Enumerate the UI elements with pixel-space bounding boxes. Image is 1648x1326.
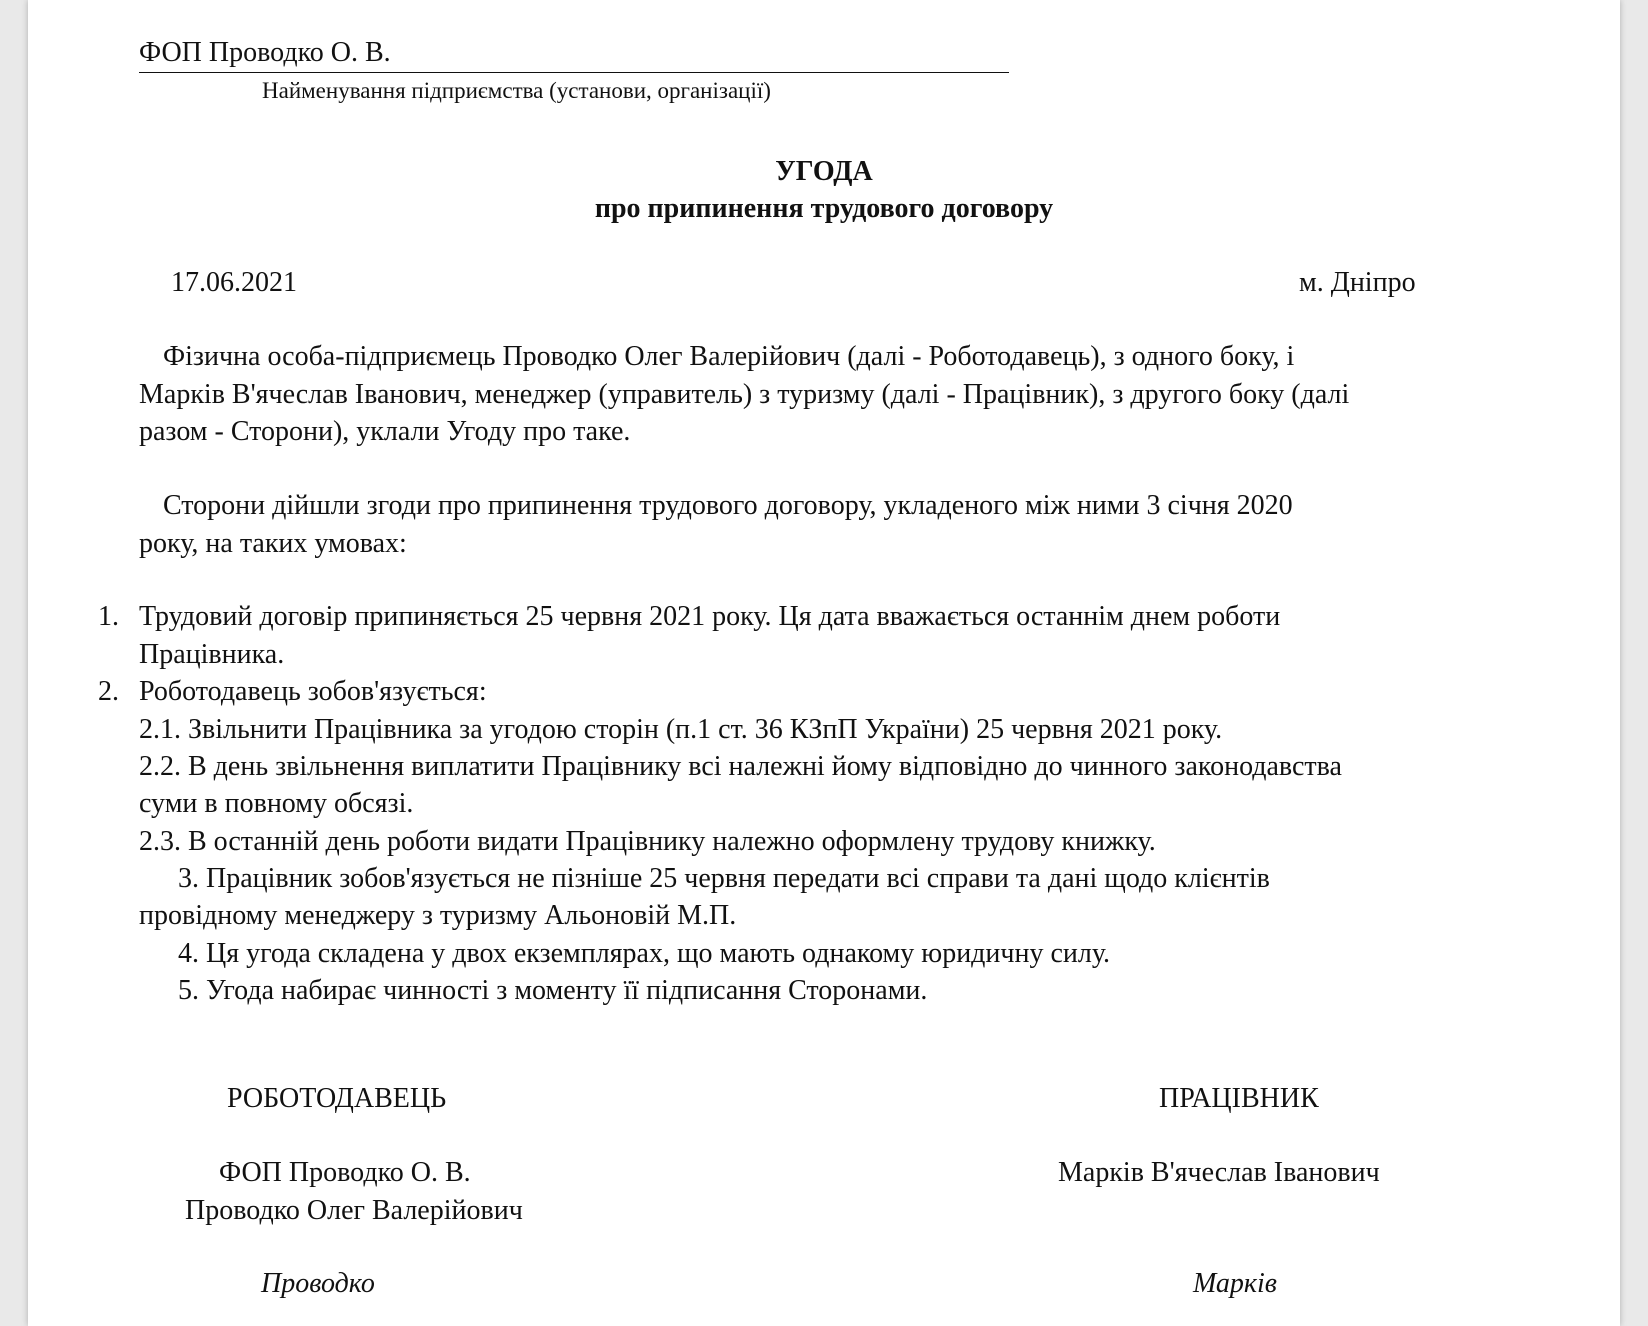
term-1-line-2: Працівника. bbox=[139, 639, 285, 670]
term-2-3: 2.3. В останній день роботи видати Працівнику належно оформлену трудову книжку. bbox=[139, 826, 1156, 857]
document-subtitle: про припинення трудового договору bbox=[594, 193, 1054, 224]
agreement-line-2: року, на таких умовах: bbox=[139, 528, 407, 559]
company-name: ФОП Проводко О. В. bbox=[139, 37, 391, 68]
term-5: 5. Угода набирає чинності з моменту її підписання Сторонами. bbox=[178, 975, 928, 1006]
employer-company: ФОП Проводко О. В. bbox=[219, 1157, 471, 1188]
agreement-line-1: Сторони дійшли згоди про припинення трудового договору, укладеного між ними 3 січня 2020 bbox=[163, 490, 1293, 521]
term-4: 4. Ця угода складена у двох екземплярах, що мають однакому юридичну силу. bbox=[178, 938, 1111, 969]
document-title: УГОДА bbox=[775, 156, 873, 187]
term-2-1: 2.1. Звільнити Працівника за угодою сторін (п.1 ст. 36 КЗпП України) 25 червня 2021 року. bbox=[139, 714, 1223, 745]
term-2-2-line-2: суми в повному обсязі. bbox=[139, 788, 414, 819]
company-caption: Найменування підприємства (установи, організації) bbox=[262, 78, 771, 103]
term-3-line-1: 3. Працівник зобов'язується не пізніше 25 червня передати всі справи та дані щодо клієнтів bbox=[178, 863, 1270, 894]
term-1-line-1: Трудовий договір припиняється 25 червня 2021 року. Ця дата вважається останнім днем роботи bbox=[139, 601, 1281, 632]
employee-heading: ПРАЦІВНИК bbox=[1159, 1083, 1319, 1114]
document-page bbox=[28, 0, 1620, 1326]
term-3-line-2: провідному менеджеру з туризму Альоновій М.П. bbox=[139, 900, 737, 931]
term-2-number: 2. bbox=[98, 676, 119, 707]
term-1-number: 1. bbox=[98, 601, 119, 632]
employer-signature: Проводко bbox=[261, 1268, 375, 1299]
term-2-2-line-1: 2.2. В день звільнення виплатити Працівнику всі належні йому відповідно до чинного законодавства bbox=[139, 751, 1342, 782]
employee-name: Марків В'ячеслав Іванович bbox=[1058, 1157, 1380, 1188]
employee-signature: Марків bbox=[1193, 1268, 1277, 1299]
intro-line-1: Фізична особа-підприємець Проводко Олег Валерійович (далі - Роботодавець), з одного боку, і bbox=[163, 341, 1295, 372]
term-2-label: Роботодавець зобов'язується: bbox=[139, 676, 487, 707]
intro-line-3: разом - Сторони), уклали Угоду про таке. bbox=[139, 416, 631, 447]
intro-line-2: Марків В'ячеслав Іванович, менеджер (управитель) з туризму (далі - Працівник), з другого боку (далі bbox=[139, 379, 1350, 410]
document-date: 17.06.2021 bbox=[171, 267, 297, 298]
employer-name: Проводко Олег Валерійович bbox=[185, 1195, 523, 1226]
document-city: м. Дніпро bbox=[1299, 267, 1416, 298]
company-name-field bbox=[139, 34, 1009, 73]
employer-heading: РОБОТОДАВЕЦЬ bbox=[227, 1083, 447, 1114]
